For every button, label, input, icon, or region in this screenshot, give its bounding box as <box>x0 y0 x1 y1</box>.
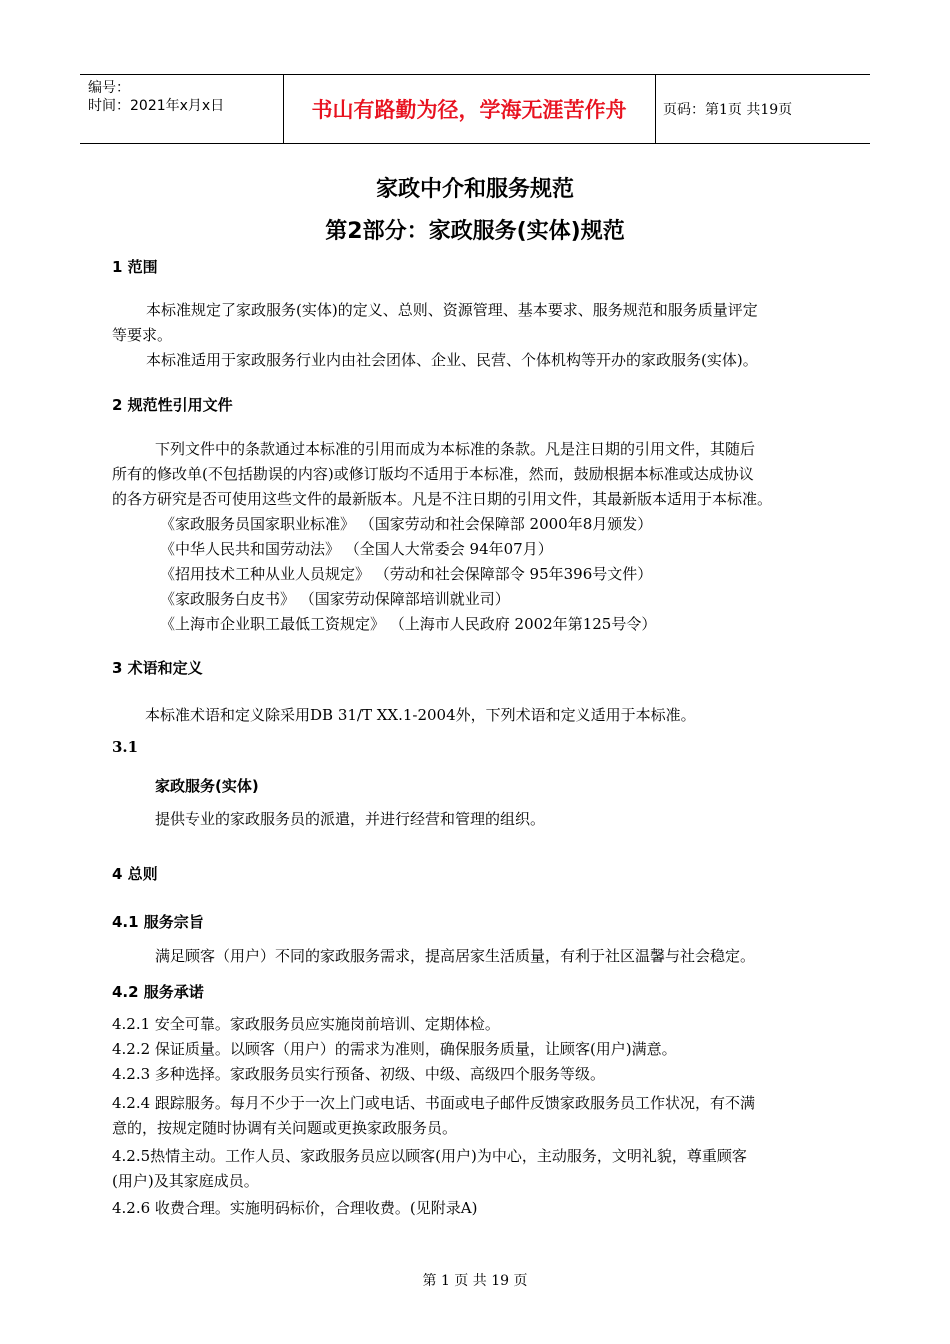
subsection-number: 3.1 <box>112 738 139 756</box>
paragraph-line: 所有的修改单(不包括勘误的内容)或修订版均不适用于本标准，然而，鼓励根据本标准或达成协议 <box>112 465 754 483</box>
header-code-label: 编号： <box>88 80 130 96</box>
paragraph-line: 本标准适用于家政服务行业内由社会团体、企业、民营、个体机构等开办的家政服务(实体)。 <box>146 351 758 369</box>
term-definition: 提供专业的家政服务员的派遣，并进行经营和管理的组织。 <box>155 810 546 828</box>
header-motto: 书山有路勤为径，学海无涯苦作舟 <box>311 97 627 122</box>
subsection-heading: 4.2 服务承诺 <box>112 983 204 1001</box>
reference-item: 《家政服务白皮书》 （国家劳动保障部培训就业司） <box>160 590 510 608</box>
section-heading: 2 规范性引用文件 <box>112 396 233 414</box>
reference-item: 《家政服务员国家职业标准》 （国家劳动和社会保障部 2000年8月颁发） <box>160 515 653 533</box>
header-meta <box>88 79 224 115</box>
section-heading: 3 术语和定义 <box>112 659 203 677</box>
list-item: 4.2.3 多种选择。家政服务员实行预备、初级、中级、高级四个服务等级。 <box>112 1065 605 1083</box>
list-item: 4.2.1 安全可靠。家政服务员应实施岗前培训、定期体检。 <box>112 1015 500 1033</box>
paragraph-line: 本标准术语和定义除采用DB 31/T XX.1-2004外，下列术语和定义适用于本标准。 <box>145 706 696 724</box>
header-divider <box>655 75 656 143</box>
header-time-label: 时间：2021年x月x日 <box>88 98 225 114</box>
reference-item: 《招用技术工种从业人员规定》 （劳动和社会保障部令 95年396号文件） <box>160 565 653 583</box>
doc-title: 家政中介和服务规范 <box>375 177 574 202</box>
paragraph-line: 下列文件中的条款通过本标准的引用而成为本标准的条款。凡是注日期的引用文件，其随后 <box>155 440 756 458</box>
list-item: 4.2.6 收费合理。实施明码标价，合理收费。(见附录A) <box>112 1199 478 1217</box>
paragraph-line: 本标准规定了家政服务(实体)的定义、总则、资源管理、基本要求、服务规范和服务质量评定 <box>146 301 758 319</box>
term-heading: 家政服务(实体) <box>155 777 259 795</box>
page-footer: 第 1 页 共 19 页 <box>422 1273 528 1289</box>
list-item: 4.2.5热情主动。工作人员、家政服务员应以顾客(用户)为中心，主动服务，文明礼貌，尊重顾客 <box>112 1147 747 1165</box>
reference-item: 《上海市企业职工最低工资规定》 （上海市人民政府 2002年第125号令） <box>160 615 657 633</box>
paragraph-line: 等要求。 <box>112 326 173 344</box>
header-page-label: 页码：第1页 共19页 <box>663 102 793 118</box>
reference-item: 《中华人民共和国劳动法》 （全国人大常委会 94年07月） <box>160 540 553 558</box>
paragraph-line: 的各方研究是否可使用这些文件的最新版本。凡是不注日期的引用文件，其最新版本适用于本标准。 <box>112 490 773 508</box>
subsection-heading: 4.1 服务宗旨 <box>112 913 204 931</box>
paragraph-line: 满足顾客（用户）不同的家政服务需求，提高居家生活质量，有利于社区温馨与社会稳定。 <box>155 947 756 965</box>
page-header <box>80 74 870 144</box>
section-heading: 1 范围 <box>112 258 158 276</box>
section-heading: 4 总则 <box>112 865 158 883</box>
doc-subtitle: 第2部分：家政服务(实体)规范 <box>325 219 625 244</box>
list-item: 4.2.4 跟踪服务。每月不少于一次上门或电话、书面或电子邮件反馈家政服务员工作状况，有不满 <box>112 1094 755 1112</box>
list-item: 4.2.2 保证质量。以顾客（用户）的需求为准则，确保服务质量，让顾客(用户)满意。 <box>112 1040 677 1058</box>
list-item: 意的，按规定随时协调有关问题或更换家政服务员。 <box>112 1119 458 1137</box>
list-item: (用户)及其家庭成员。 <box>112 1172 259 1190</box>
